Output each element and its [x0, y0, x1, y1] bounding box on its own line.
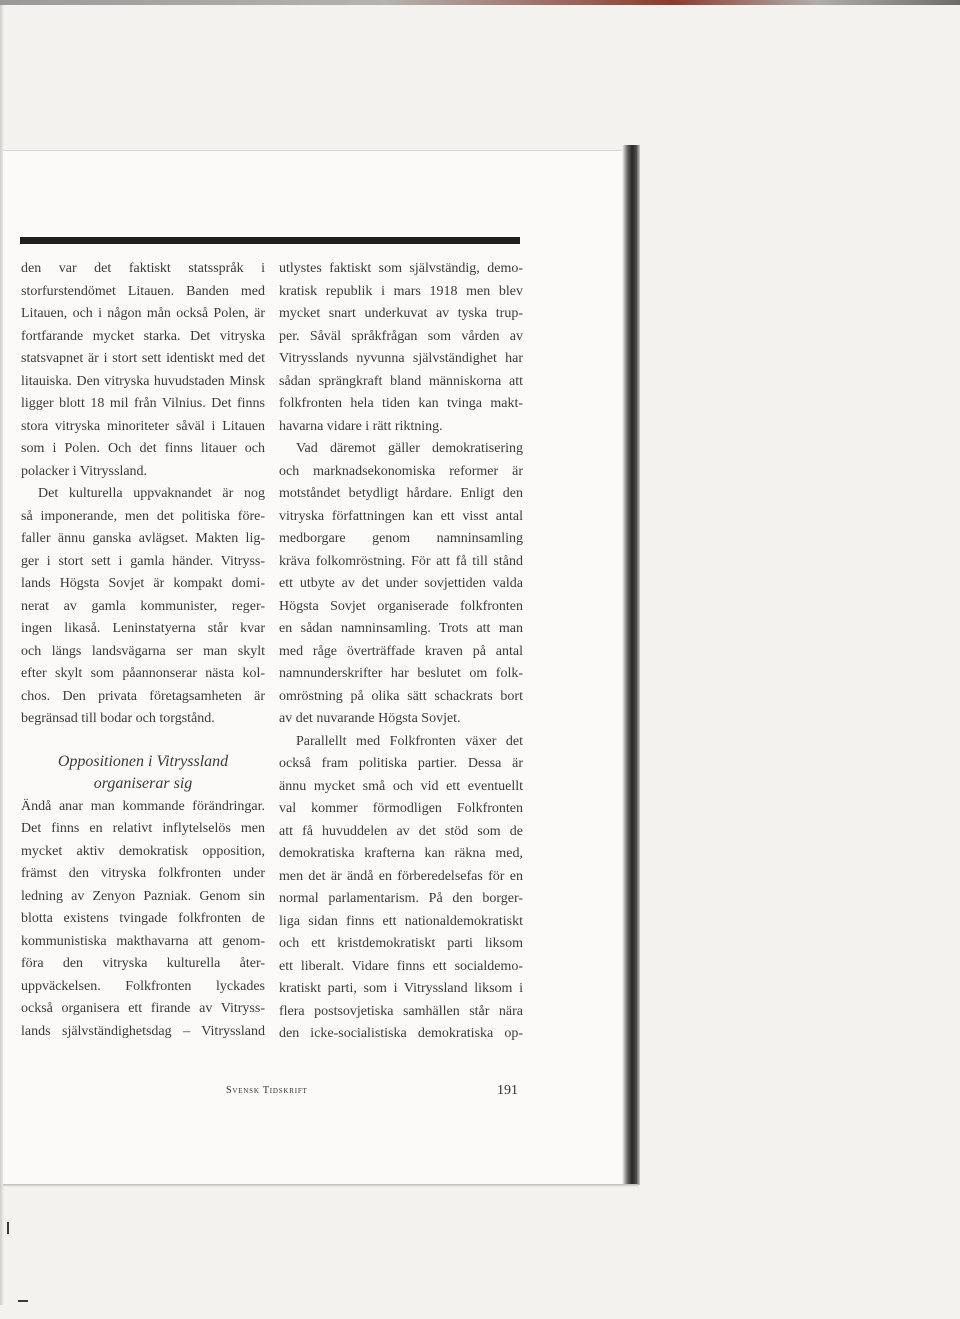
text-line: mycket aktiv demokratisk opposition,	[21, 843, 265, 859]
page-binding-shadow	[622, 145, 640, 1185]
text-line: Vad däremot gäller demokratisering	[296, 441, 523, 456]
text-line: motståndet betydligt hårdare. Enligt den	[279, 486, 523, 501]
text-line: Vitrysslands nyvunna självständighet har	[279, 351, 523, 366]
text-line: ingen likaså. Leninstatyerna står kvar	[21, 621, 265, 636]
text-line: och ett kristdemokratiskt parti liksom	[279, 936, 523, 951]
text-line: utlystes faktiskt som självständig, demo-	[279, 261, 523, 276]
scan-mark	[18, 1300, 28, 1302]
text-line: kommunistiska makthavarna att genom-	[21, 933, 265, 949]
section-heading: Oppositionen i Vitryssland	[57, 752, 229, 770]
text-line: polacker i Vitryssland.	[21, 463, 148, 479]
text-line: normal parlamentarism. På den borger-	[279, 891, 523, 906]
text-line: nerat av gamla kommunister, reger-	[21, 598, 265, 614]
text-line: havarna vidare i rätt riktning.	[279, 418, 443, 434]
scan-top-edge	[0, 0, 960, 5]
scan-mark	[7, 1222, 9, 1234]
text-line: en sådan namninsamling. Trots att man	[279, 621, 523, 636]
journal-name: Svensk Tidskrift	[226, 1085, 308, 1096]
text-line: storfurstendömet Litauen. Banden med	[21, 283, 265, 299]
text-line: stora vitryska minoriteter såväl i Litauen	[21, 418, 265, 434]
text-line: den var det faktiskt statsspråk i	[21, 261, 265, 276]
text-line: kratisk republik i mars 1918 men blev	[279, 283, 523, 299]
text-line: omröstning på olika sätt schackrats bort	[279, 688, 523, 704]
text-line: uppväckelsen. Folkfronten lyckades	[21, 978, 265, 994]
text-line: val kommer förmodligen Folkfronten	[279, 801, 523, 816]
text-line: per. Såväl språkfrågan som vården av	[279, 328, 523, 344]
text-line: statsvapnet är i stort sett identiskt med det	[21, 351, 265, 366]
text-line: faller ännu ganska avlägset. Makten lig-	[21, 531, 265, 546]
text-line: med råge överträffade kraven på antal	[279, 643, 523, 659]
text-line: folkfronten hela tiden kan tvinga makt-	[279, 396, 523, 411]
text-line: mycket snart underkuvat av tyska trup-	[279, 306, 523, 321]
text-line: blotta existens tvingade folkfronten de	[21, 911, 265, 926]
text-line: ligger blott 18 mil från Vilnius. Det finns	[21, 396, 265, 411]
text-line: sådan sprängkraft bland människorna att	[279, 373, 523, 389]
text-line: men det är ändå en förberedelsefas för en	[279, 868, 523, 884]
text-line: som i Polen. Och det finns litauer och	[21, 441, 265, 456]
text-line: demokratiska krafterna kan räkna med,	[279, 846, 523, 861]
heading-spacer	[21, 731, 265, 751]
text-line: vitryska författningen kan ett visst antal	[279, 508, 523, 524]
section-heading: organiserar sig	[93, 775, 193, 792]
text-line: Ändå anar man kommande förändringar.	[21, 798, 265, 814]
text-line: kräva folkomröstning. För att få till stånd	[279, 553, 523, 569]
text-line: liga sidan finns ett nationaldemokratiskt	[279, 913, 523, 929]
text-line: litauiska. Den vitryska huvudstaden Minsk	[21, 373, 265, 389]
text-line: ger i stort sett i gamla händer. Vitryss-	[21, 553, 265, 569]
text-line: främst den vitryska folkfronten under	[21, 866, 265, 881]
text-line: också fram politiska partier. Dessa är	[279, 756, 523, 771]
text-line: Det kulturella uppvaknandet är nog	[38, 486, 265, 501]
text-line: Litauen, och i någon mån också Polen, är	[21, 306, 265, 321]
text-line: kratiskt parti, som i Vitryssland liksom i	[279, 981, 523, 996]
left-column	[21, 258, 265, 1043]
text-line: och längs landsvägarna ser man skylt	[21, 643, 265, 659]
right-column	[279, 258, 523, 1046]
text-line: chos. Den privata företagsamheten är	[21, 688, 265, 704]
text-line: lands självständighetsdag – Vitryssland	[21, 1023, 265, 1039]
text-line: Det finns en relativt inflytelselös men	[21, 821, 265, 836]
text-line: fortfarande mycket starka. Det vitryska	[21, 328, 265, 344]
text-line: efter skylt som påannonserar nästa kol-	[21, 666, 265, 681]
text-line: att få huvuddelen av det stöd som de	[279, 823, 523, 839]
text-line: begränsad till bodar och torgstånd.	[21, 711, 215, 726]
text-line: ett liberalt. Vidare finns ett socialdemo-	[279, 958, 523, 974]
text-line: lands Högsta Sovjet är kompakt domi-	[21, 576, 265, 591]
text-line: Högsta Sovjet organiserade folkfronten	[279, 598, 523, 614]
page-number: 191	[497, 1083, 518, 1098]
text-line: av det nuvarande Högsta Sovjet.	[279, 711, 461, 726]
text-line: föra den vitryska kulturella åter-	[21, 956, 265, 971]
text-line: så imponerande, men det politiska före-	[21, 508, 265, 524]
text-line: den icke-socialistiska demokratiska op-	[279, 1026, 523, 1041]
text-line: och marknadsekonomiska reformer är	[279, 463, 523, 479]
text-line: ännu mycket små och vid ett eventuellt	[279, 778, 523, 794]
text-line: också organisera ett firande av Vitryss-	[21, 1001, 265, 1016]
page-bottom-edge	[3, 1184, 639, 1187]
text-line: namnunderskrifter har beslutet om folk-	[279, 666, 523, 681]
text-line: Parallellt med Folkfronten växer det	[296, 733, 523, 749]
text-line: medborgare genom namninsamling	[279, 531, 523, 546]
header-rule	[20, 237, 520, 244]
text-line: ledning av Zenyon Pazniak. Genom sin	[21, 888, 265, 904]
text-line: flera postsovjetiska samhällen står nära	[279, 1003, 523, 1019]
text-line: ett utbyte av det under sovjettiden valda	[279, 576, 523, 591]
